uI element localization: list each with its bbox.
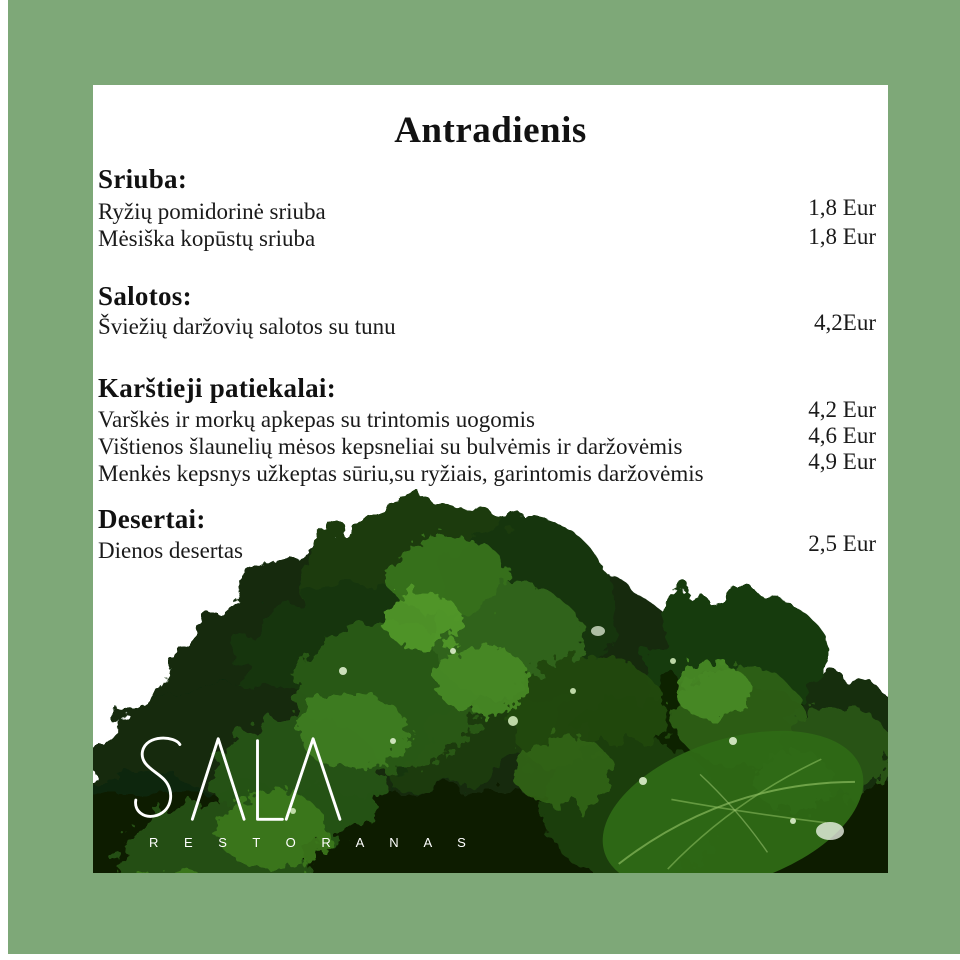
price: 4,2 Eur	[808, 397, 876, 422]
section-heading-salotos: Salotos:	[98, 281, 192, 311]
price: 1,8 Eur	[808, 195, 876, 220]
price: 2,5 Eur	[808, 531, 876, 556]
menu-item: Varškės ir morkų apkepas su trintomis uogomis	[98, 407, 535, 432]
menu-item: Mėsiška kopūstų sriuba	[98, 226, 316, 251]
menu-item: Menkės kepsnys užkeptas sūriu,su ryžiais, garintomis daržovėmis	[98, 461, 704, 486]
price: 4,9 Eur	[808, 449, 876, 474]
menu-item: Ryžių pomidorinė sriuba	[98, 199, 326, 224]
menu-item: Šviežių daržovių salotos su tunu	[98, 314, 396, 339]
day-title: Antradienis	[394, 110, 587, 151]
sala-logo	[127, 733, 477, 850]
section-heading-desertai: Desertai:	[98, 504, 206, 534]
price: 4,6 Eur	[808, 423, 876, 448]
logo-tagline: R E S T O R A N A S	[149, 835, 477, 850]
menu-item: Dienos desertas	[98, 538, 243, 563]
price: 1,8 Eur	[808, 224, 876, 249]
section-heading-sriuba: Sriuba:	[98, 164, 188, 194]
menu-card	[93, 85, 888, 873]
menu-item: Vištienos šlaunelių mėsos kepsneliai su bulvėmis ir daržovėmis	[98, 434, 683, 459]
section-heading-karstieji-patiekalai: Karštieji patiekalai:	[98, 373, 337, 403]
price: 4,2Eur	[814, 310, 876, 335]
sala-logo-letters	[127, 733, 365, 825]
